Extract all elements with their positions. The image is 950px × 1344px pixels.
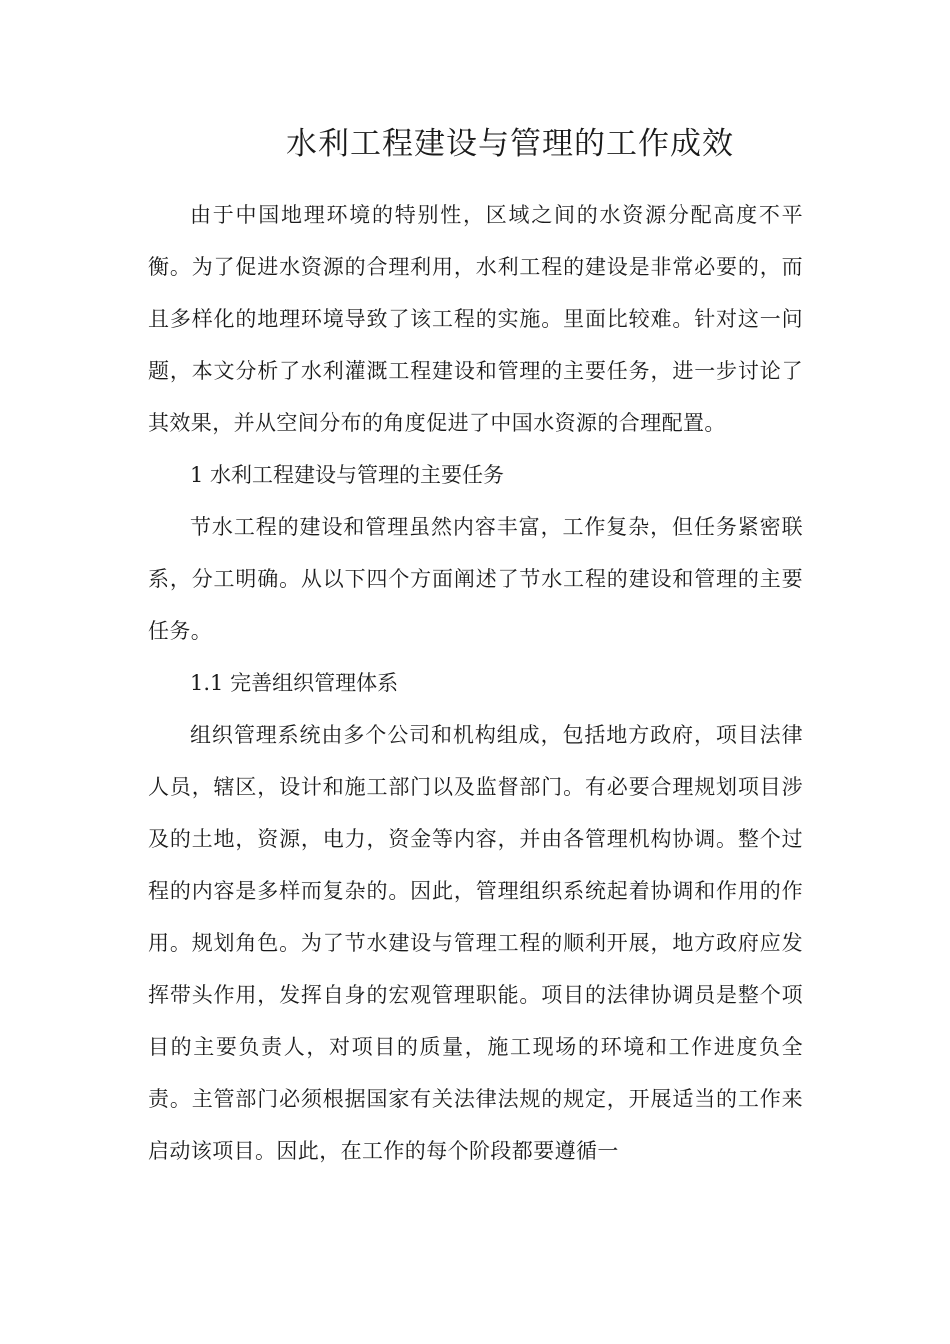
section-1-1-paragraph: 组织管理系统由多个公司和机构组成，包括地方政府，项目法律人员，辖区，设计和施工部门以及监督部门。有必要合理规划项目涉及的土地，资源，电力，资金等内容，并由各管理机构协调。整个过程的内容是多样而复杂的。因此，管理组织系统起着协调和作用的作用。规划角色。为了节水建设与管理工程的顺利开展，地方政府应发挥带头作用，发挥自身的宏观管理职能。项目的法律协调员是整个项目的主要负责人，对项目的质量，施工现场的环境和工作进度负全责。主管部门必须根据国家有关法律法规的规定，开展适当的工作来启动该项目。因此，在工作的每个阶段都要遵循一 — [148, 723, 803, 1163]
section-1-1-heading: 1.1 完善组织管理体系 — [190, 671, 399, 695]
section-1-paragraph: 节水工程的建设和管理虽然内容丰富，工作复杂，但任务紧密联系，分工明确。从以下四个方面阐述了节水工程的建设和管理的主要任务。 — [148, 515, 803, 643]
section-1-heading: 1 水利工程建设与管理的主要任务 — [190, 463, 505, 487]
intro-paragraph: 由于中国地理环境的特别性，区域之间的水资源分配高度不平衡。为了促进水资源的合理利用，水利工程的建设是非常必要的，而且多样化的地理环境导致了该工程的实施。里面比较难。针对这一问题，本文分析了水利灌溉工程建设和管理的主要任务，进一步讨论了其效果，并从空间分布的角度促进了中国水资源的合理配置。 — [148, 203, 803, 435]
document-title: 水利工程建设与管理的工作成效 — [286, 126, 734, 162]
document-body — [148, 189, 803, 1177]
